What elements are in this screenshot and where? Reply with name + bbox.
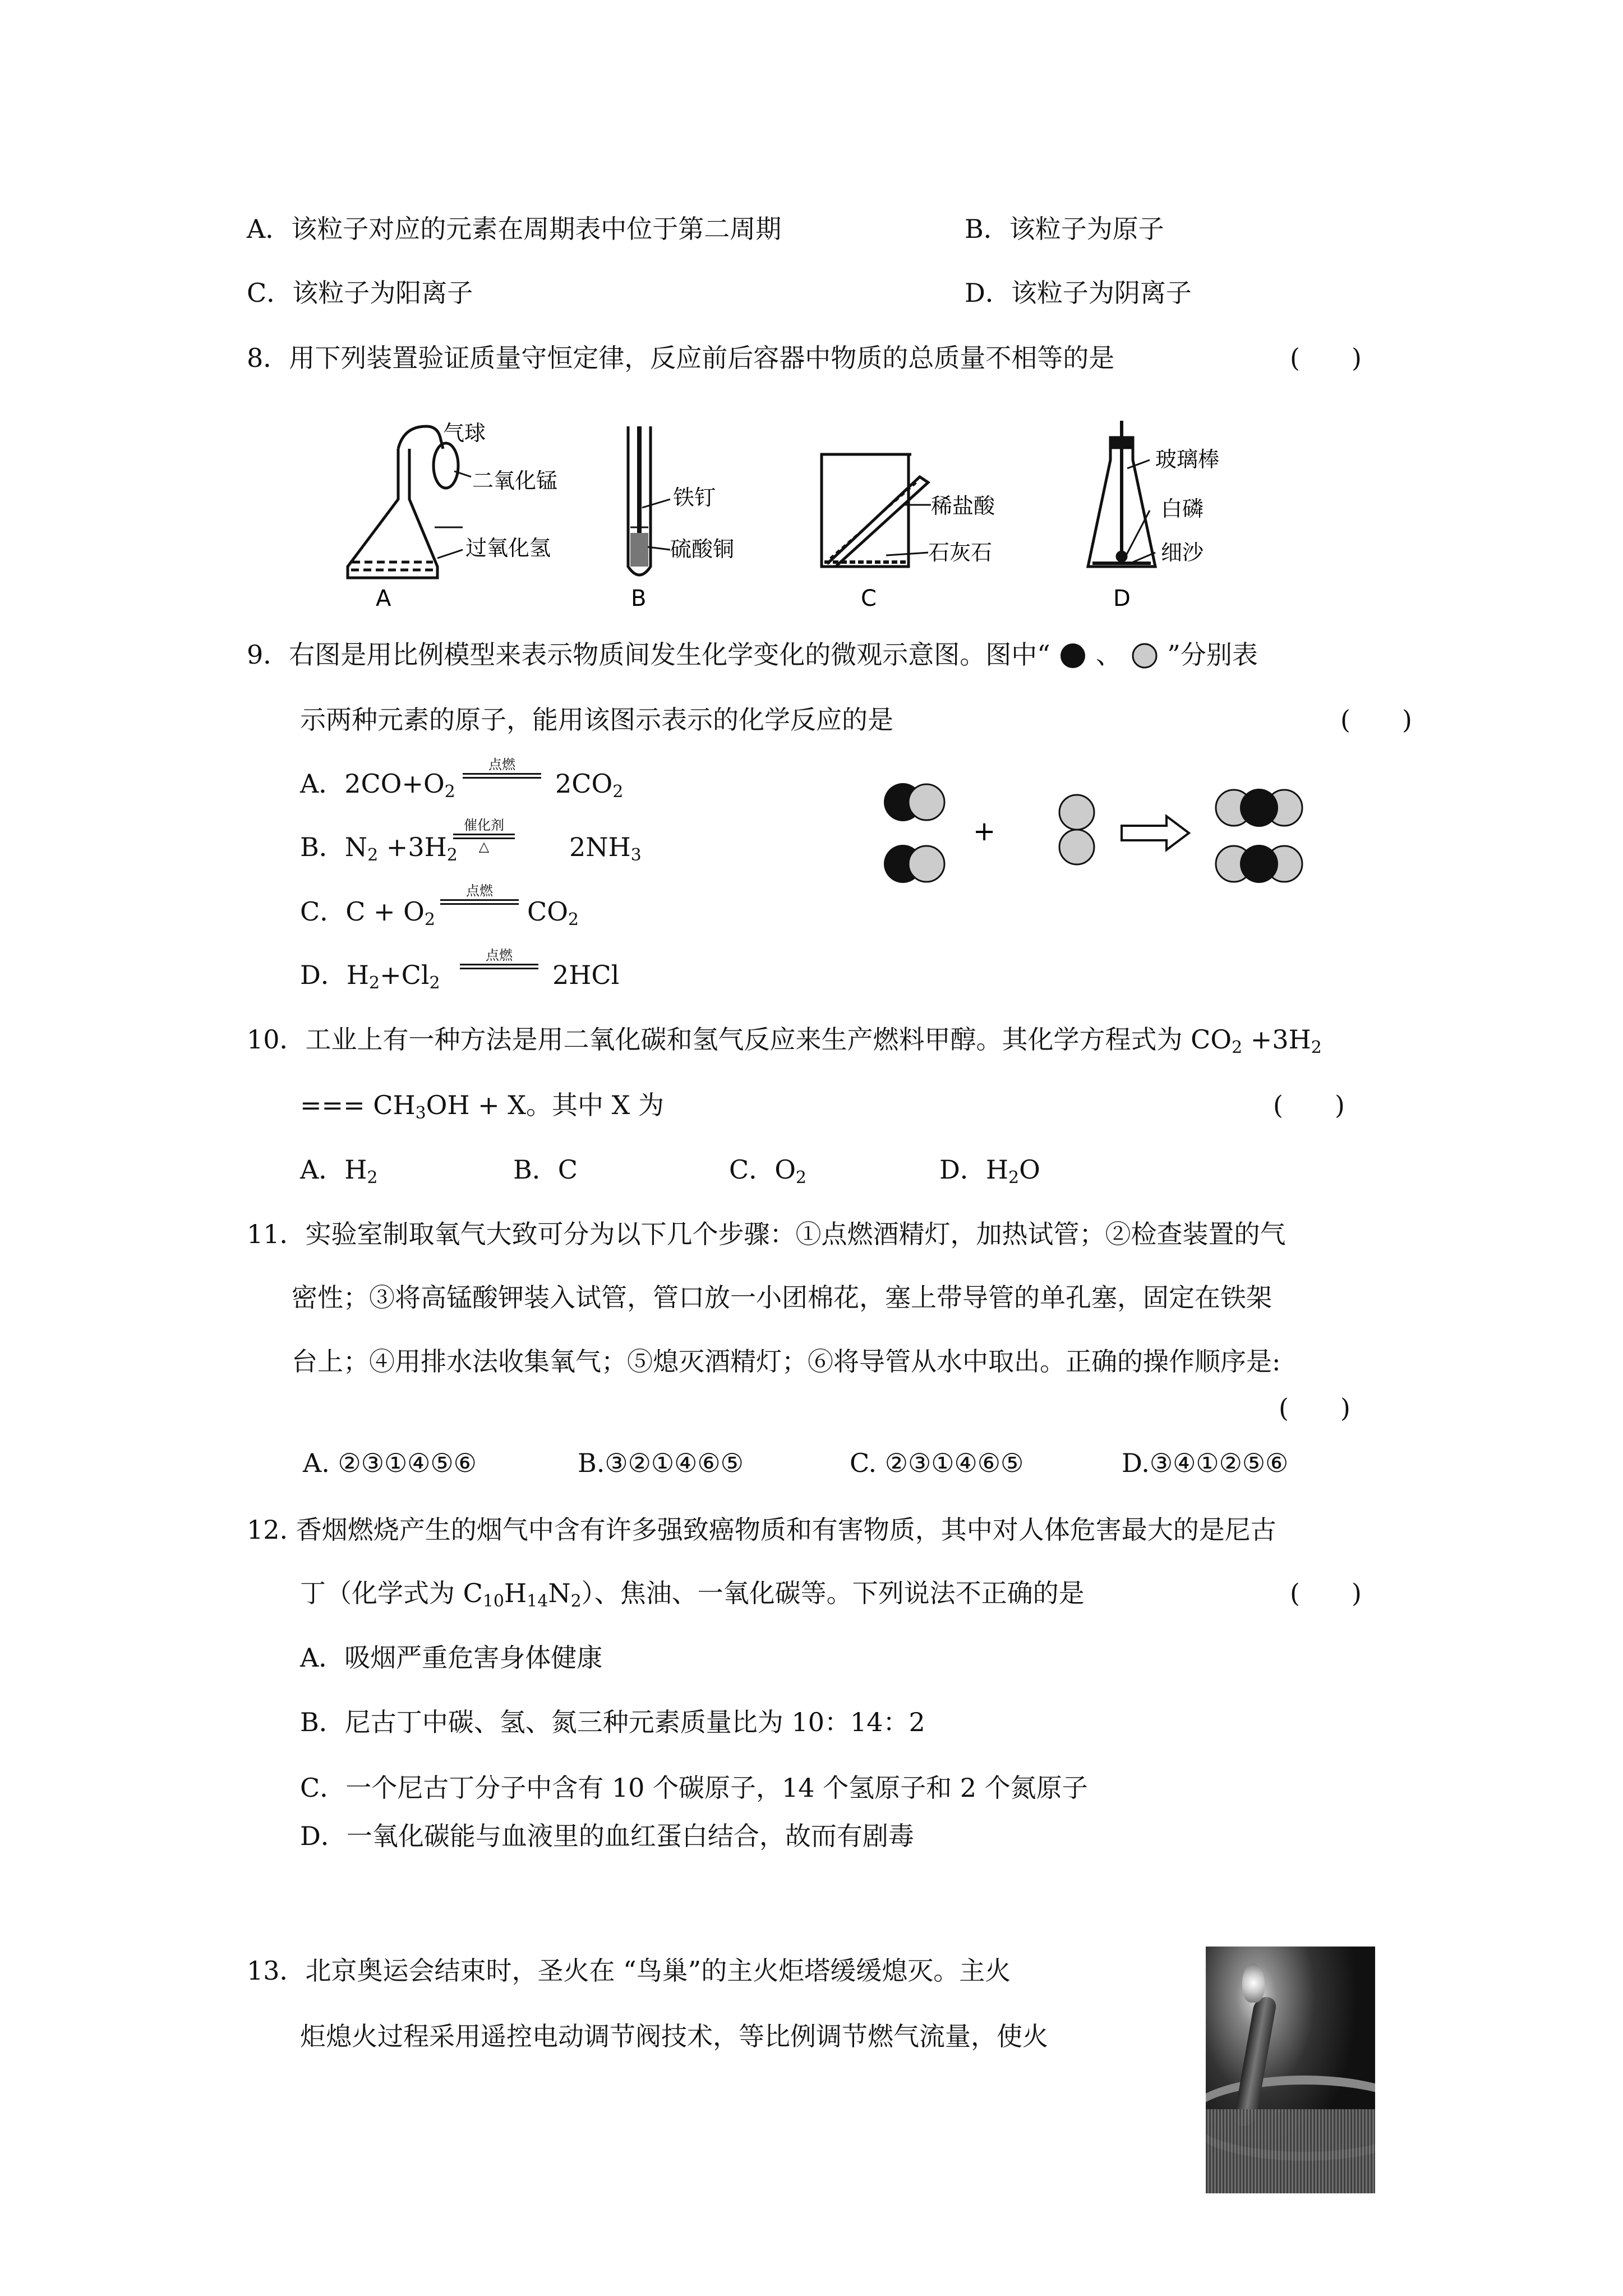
apparatus-a	[348, 426, 471, 578]
q11-option-d: D.③④①②⑤⑥	[1122, 1448, 1289, 1478]
label-balloon: 气球	[443, 421, 486, 445]
label-dilute-hcl: 稀盐酸	[931, 494, 995, 518]
q9-option-d-product: 2HCl	[552, 960, 620, 990]
q12-answer-paren: ( )	[1290, 1578, 1362, 1608]
q10-option-c: C．$O_2$	[729, 1154, 807, 1188]
reaction-arrow	[1122, 816, 1189, 850]
product-molecule-1	[1216, 789, 1302, 827]
q11-stem-line1: 11．实验室制取氧气大致可分为以下几个步骤：①点燃酒精灯，加热试管；②检查装置的气	[247, 1219, 1286, 1249]
q8-stem: 8．用下列装置验证质量守恒定律，反应前后容器中物质的总质量不相等的是	[247, 343, 1115, 373]
fig-letter-c: C	[861, 586, 877, 611]
q7-option-c: C．该粒子为阳离子	[247, 278, 473, 308]
q7-option-d: D．该粒子为阴离子	[965, 278, 1192, 308]
plus-sign: +	[973, 816, 996, 847]
q9-molecular-model-diagram	[875, 774, 1324, 903]
fig-letter-a: A	[376, 586, 391, 611]
q9-option-b-product: $2NH_3$	[569, 832, 642, 865]
label-cuso4: 硫酸铜	[670, 537, 735, 562]
label-mno2: 二氧化锰	[472, 468, 558, 493]
q9-answer-paren: ( )	[1340, 705, 1412, 735]
label-limestone: 石灰石	[928, 540, 993, 565]
product-molecule-2	[1216, 845, 1302, 883]
reactant-molecule-1	[884, 783, 944, 821]
q10-stem-line2: === $CH_3OH + X$。其中 X 为	[300, 1090, 665, 1123]
olympic-torch-photo	[1206, 1947, 1375, 2193]
apparatus-c	[822, 454, 931, 567]
q9-a-condition: 点燃	[463, 757, 541, 779]
q9-stem-line2: 示两种元素的原子，能用该图示表示的化学反应的是	[300, 705, 893, 735]
label-glass-rod: 玻璃棒	[1155, 447, 1220, 472]
q11-option-a: A. ②③①④⑤⑥	[303, 1448, 477, 1478]
apparatus-b	[628, 426, 670, 575]
q9-option-a: A．$2CO+O_2$	[300, 769, 455, 802]
q9-option-a-product: $2CO_2$	[555, 769, 624, 802]
q10-option-d: D．$H_2O$	[939, 1154, 1040, 1188]
q9-d-condition: 点燃	[460, 948, 538, 969]
q13-stem-line1: 13．北京奥运会结束时，圣火在 “鸟巢”的主火炬塔缓缓熄灭。主火	[247, 1955, 1011, 1986]
q9-option-c-product: $CO_2$	[527, 896, 579, 930]
label-white-phosphorus: 白磷	[1161, 496, 1204, 521]
q9-b-condition: 催化剂 △	[453, 818, 515, 854]
q12-option-a: A．吸烟严重危害身体健康	[300, 1642, 603, 1673]
q11-answer-paren: ( )	[1279, 1393, 1350, 1423]
label-fine-sand: 细沙	[1161, 540, 1204, 565]
q9-stem-line1: 9．右图是用比例模型来表示物质间发生化学变化的微观示意图。图中“ 、 ”分别表	[247, 639, 1258, 670]
grey-atom-icon	[1130, 641, 1159, 670]
q13-stem-line2: 炬熄火过程采用遥控电动调节阀技术，等比例调节燃气流量，使火	[300, 2021, 1048, 2051]
q11-stem-line2: 密性；③将高锰酸钾装入试管，管口放一小团棉花，塞上带导管的单孔塞，固定在铁架	[292, 1282, 1272, 1313]
reactant-molecule-2	[884, 845, 944, 883]
q8-answer-paren: ( )	[1290, 343, 1362, 373]
apparatus-d	[1088, 421, 1155, 567]
q7-option-a: A．该粒子对应的元素在周期表中位于第二周期	[247, 214, 782, 244]
q12-stem-line2: 丁（化学式为 $C_{10}H_{14}N_2$）、焦油、一氧化碳等。下列说法不正确的是	[300, 1578, 1085, 1611]
fig-letter-d: D	[1113, 586, 1131, 611]
q12-option-c: C．一个尼古丁分子中含有 10 个碳原子，14 个氢原子和 2 个氮原子	[300, 1773, 1088, 1803]
q7-option-b: B．该粒子为原子	[965, 214, 1164, 244]
q11-option-b: B.③②①④⑥⑤	[578, 1448, 744, 1478]
q9-option-c: C．$C + O_2$	[300, 896, 435, 930]
q12-option-b: B．尼古丁中碳、氢、氮三种元素质量比为 10：14：2	[300, 1707, 925, 1737]
q10-answer-paren: ( )	[1273, 1090, 1345, 1120]
q9-option-b: B．$N_2 +3H_2$	[300, 832, 458, 865]
q8-apparatus-figure	[325, 415, 1312, 623]
label-h2o2: 过氧化氢	[465, 536, 551, 560]
label-iron-nail: 铁钉	[673, 485, 716, 510]
q11-option-c: C. ②③①④⑥⑤	[850, 1448, 1024, 1478]
q10-option-a: A．$H_2$	[300, 1154, 378, 1188]
q10-option-b: B．C	[513, 1154, 578, 1185]
fig-letter-b: B	[631, 586, 647, 611]
q12-stem-line1: 12. 香烟燃烧产生的烟气中含有许多强致癌物质和有害物质，其中对人体危害最大的是尼古	[247, 1515, 1276, 1545]
q11-stem-line3: 台上；④用排水法收集氧气；⑤熄灭酒精灯；⑥将导管从水中取出。正确的操作顺序是:	[292, 1346, 1281, 1377]
reactant-molecule-3	[1059, 795, 1094, 864]
q9-c-condition: 点燃	[440, 884, 519, 905]
q9-option-d: D．$H_2+Cl_2$	[300, 960, 440, 993]
q12-option-d: D．一氧化碳能与血液里的血红蛋白结合，故而有剧毒	[300, 1821, 914, 1851]
q10-stem-line1: 10．工业上有一种方法是用二氧化碳和氢气反应来生产燃料甲醇。其化学方程式为 $CO_2 +3H_2$	[247, 1024, 1322, 1057]
black-atom-icon	[1058, 641, 1087, 670]
